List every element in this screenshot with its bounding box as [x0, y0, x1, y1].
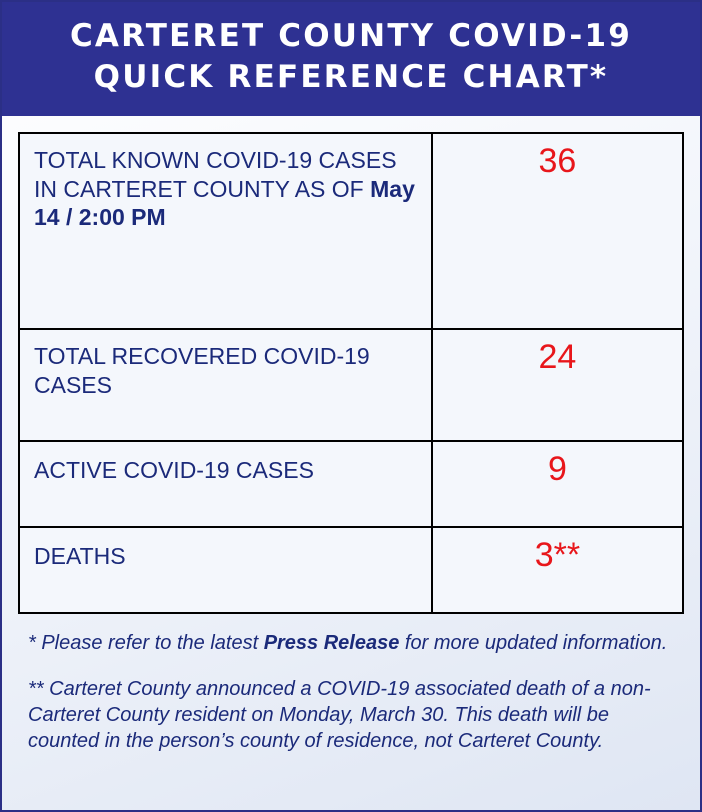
row-value-deaths: 3** — [432, 527, 683, 613]
row-label-text: TOTAL RECOVERED COVID-19 CASES — [34, 342, 370, 398]
row-label-total-recovered — [19, 329, 432, 441]
row-value-total-recovered: 24 — [432, 329, 683, 441]
row-value-active-cases: 9 — [432, 441, 683, 527]
row-label-total-known-cases — [19, 133, 432, 329]
covid-reference-table — [18, 132, 684, 614]
row-label-deaths — [19, 527, 432, 613]
footnote-text-part-2: for more updated information. — [399, 631, 668, 654]
row-label-text: DEATHS — [34, 542, 126, 569]
row-label-text: TOTAL KNOWN COVID-19 CASES IN CARTERET COUNTY AS OF — [34, 146, 397, 202]
footnote-press-release — [28, 630, 678, 656]
poster-title-line-1: CARTERET COUNTY COVID-19 — [69, 18, 633, 54]
poster-title-line-2: QUICK REFERENCE CHART* — [93, 58, 609, 95]
chart-container — [2, 116, 700, 614]
table-row — [19, 527, 683, 613]
poster-header — [2, 2, 700, 116]
row-label-emphasis: May 14 / 2:00 PM — [34, 175, 415, 231]
table-row — [19, 329, 683, 441]
table-row — [19, 133, 683, 329]
footnotes — [2, 614, 700, 764]
row-label-text: ACTIVE COVID-19 CASES — [34, 456, 314, 483]
row-value-total-known-cases: 36 — [432, 133, 683, 329]
footnote-death-note: ** Carteret County announced a COVID-19 associated death of a non-Carteret County resident on Monday, March 30. This death will be counted in the person’s county of residence, not Carteret County. — [28, 677, 651, 752]
row-label-active-cases — [19, 441, 432, 527]
footnote-text-part-1: * Please refer to the latest — [28, 631, 264, 654]
press-release-link[interactable]: Press Release — [263, 631, 400, 654]
table-row — [19, 441, 683, 527]
